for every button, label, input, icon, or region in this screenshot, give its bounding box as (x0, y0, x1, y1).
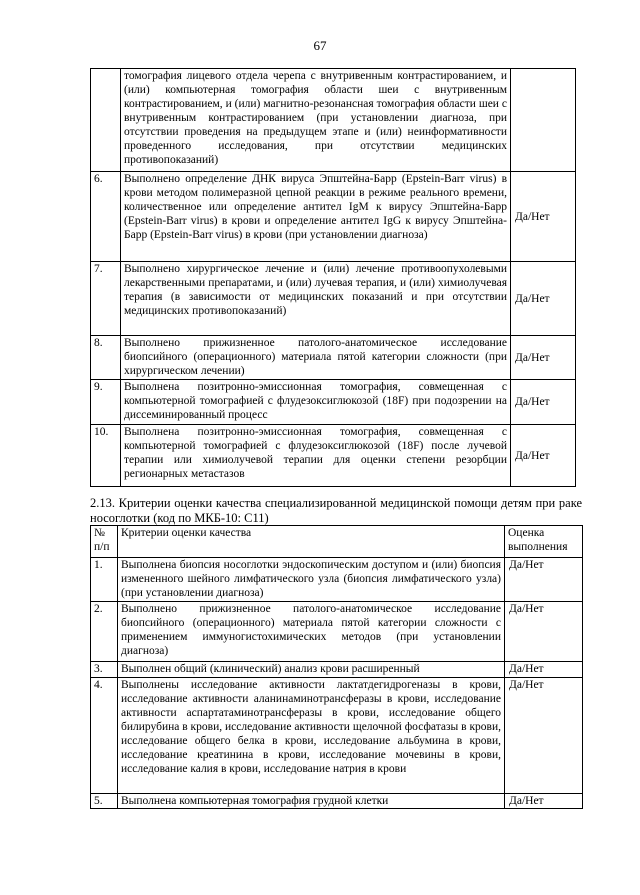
table-row (91, 172, 576, 262)
criteria-table (90, 525, 583, 809)
row-number: 1. (91, 558, 118, 602)
table-row (91, 336, 576, 380)
section-heading: 2.13. Критерии оценки качества специализированной медицинской помощи детям при раке носоглотки (код по МКБ-10: C11) (90, 496, 582, 525)
criterion-text: Выполнено прижизненное патолого-анатомическое исследование биопсийного (операционного) материала пятой категории сложности с применением иммуногистохимических методов (при установлении диагноза) (118, 602, 505, 662)
answer-cell: Да/Нет (505, 794, 583, 809)
row-number: 3. (91, 662, 118, 678)
criterion-text: Выполнена биопсия носоглотки эндоскопическим доступом и (или) биопсия измененного шейного лимфатического узла (биопсия лимфатического узла) (при установлении диагноза) (118, 558, 505, 602)
answer-cell: Да/Нет (511, 172, 576, 262)
row-number: 8. (91, 336, 121, 380)
row-number: 9. (91, 380, 121, 425)
criterion-text: Выполнена позитронно-эмиссионная томография, совмещенная с компьютерной томографией с флудезоксиглюкозой (18F) после лучевой терапии или химиолучевой терапии для оценки степени резорбции регионарных метастазов (121, 425, 511, 487)
table-row (91, 602, 583, 662)
header-criterion: Критерии оценки качества (118, 526, 505, 558)
answer-cell: Да/Нет (505, 602, 583, 662)
row-number: 5. (91, 794, 118, 809)
table-header-row (91, 526, 583, 558)
header-number: № п/п (91, 526, 118, 558)
row-number: 7. (91, 262, 121, 336)
table-row (91, 662, 583, 678)
row-number: 10. (91, 425, 121, 487)
table-row (91, 69, 576, 172)
row-number: 6. (91, 172, 121, 262)
answer-cell: Да/Нет (505, 662, 583, 678)
criteria-table-continued (90, 68, 576, 487)
criterion-text: Выполнен общий (клинический) анализ крови расширенный (118, 662, 505, 678)
table-row (91, 262, 576, 336)
table-row (91, 678, 583, 794)
table-row (91, 380, 576, 425)
table-row (91, 794, 583, 809)
criterion-text: Выполнена позитронно-эмиссионная томография, совмещенная с компьютерной томографией с флудезоксиглюкозой (18F) при подозрении на диссеминированный процесс (121, 380, 511, 425)
answer-cell: Да/Нет (511, 380, 576, 425)
criterion-text: Выполнена компьютерная томография грудной клетки (118, 794, 505, 809)
row-number (91, 69, 121, 172)
criterion-text: Выполнено прижизненное патолого-анатомическое исследование биопсийного (операционного) материала пятой категории сложности (при хирургическом лечении) (121, 336, 511, 380)
answer-cell: Да/Нет (511, 425, 576, 487)
criterion-text: томография лицевого отдела черепа с внутривенным контрастированием, и (или) компьютерная томография области шеи с внутривенным контрастированием, и (или) магнитно-резонансная томография области шеи с внутривенным контрастированием (при установлении диагноза, при отсутствии проведения на предыдущем этапе и (или) неинформативности проведенного исследования, при отсутствии медицинских противопоказаний) (121, 69, 511, 172)
answer-cell: Да/Нет (511, 262, 576, 336)
criterion-text: Выполнено хирургическое лечение и (или) лечение противоопухолевыми лекарственными препаратами, и (или) лучевая терапия, и (или) химиолучевая терапия (в зависимости от медицинских показаний и при отсутствии медицинских противопоказаний) (121, 262, 511, 336)
answer-cell: Да/Нет (511, 336, 576, 380)
answer-cell: Да/Нет (505, 558, 583, 602)
answer-cell: Да/Нет (505, 678, 583, 794)
criterion-text: Выполнено определение ДНК вируса Эпштейна-Барр (Epstein-Barr virus) в крови методом полимеразной цепной реакции в режиме реального времени, количественное или определение антител IgM к вирусу Эпштейна-Барр (Epstein-Barr virus) в крови и определение антител IgG к вирусу Эпштейна-Барр (Epstein-Barr virus) в крови (при установлении диагноза) (121, 172, 511, 262)
answer-cell (511, 69, 576, 172)
row-number: 2. (91, 602, 118, 662)
table-row (91, 425, 576, 487)
page-number: 67 (313, 38, 327, 53)
table-row (91, 558, 583, 602)
criterion-text: Выполнены исследование активности лактатдегидрогеназы в крови, исследование активности аланинаминотрансферазы в крови, исследование активности аспартатаминотрансферазы в крови, исследование общего билирубина в крови, исследование активности щелочной фосфатазы в крови, исследование общего белка в крови, исследование альбумина в крови, исследование креатинина в крови, исследование мочевины в крови, исследование калия в крови, исследование натрия в крови (118, 678, 505, 794)
row-number: 4. (91, 678, 118, 794)
header-answer: Оценка выполнения (505, 526, 583, 558)
